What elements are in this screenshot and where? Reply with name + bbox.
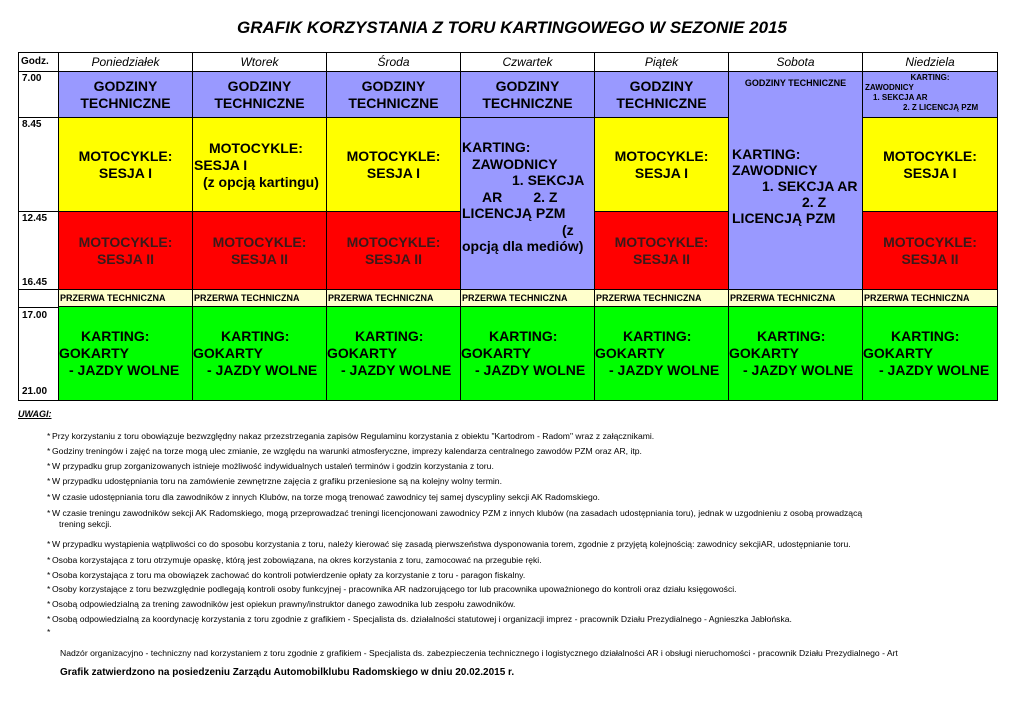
karting-line: - JAZDY WOLNE [475, 362, 586, 378]
karting-line: - JAZDY WOLNE [207, 362, 318, 378]
karting-line: KARTING: [623, 328, 692, 344]
saturday-karting-text [732, 146, 857, 226]
page-title: GRAFIK KORZYSTANIA Z TORU KARTINGOWEGO W SEZONIE 2015 [236, 18, 788, 37]
header-thursday: Czwartek [461, 53, 595, 72]
karting-line: KARTING: [489, 328, 558, 344]
cell-sunday-moto-sesja2 [863, 212, 997, 290]
cell-monday-moto-sesja2 [59, 212, 193, 290]
karting-line: 2. Z [802, 194, 827, 210]
tech-line: TECHNICZNE [80, 94, 171, 111]
time-divider [19, 117, 59, 118]
cell-tuesday-moto-sesja1 [193, 118, 327, 212]
time-2100: 21.00 [22, 386, 48, 397]
karting-line: KARTING: [355, 328, 424, 344]
cell-wednesday-break: PRZERWA TECHNICZNA [327, 290, 461, 307]
cell-saturday-karting-free [729, 307, 863, 400]
karting-line: - JAZDY WOLNE [69, 362, 180, 378]
karting-line: ZAWODNICY [732, 162, 818, 178]
time-divider [19, 307, 59, 308]
moto-line: SESJA I [903, 164, 957, 181]
cell-friday-karting-free [595, 307, 729, 400]
moto-line: MOTOCYKLE: [883, 147, 977, 164]
note-text: W czasie udostępniania toru dla zawodników z innych Klubów, na torze mogą trenować zawodnicy tej samej dyscypliny sekcji AK Radomskiego. [52, 492, 600, 502]
sunday-line: ZAWODNICY [865, 83, 914, 92]
time-1700: 17.00 [22, 310, 48, 321]
sunday-line: 2. Z LICENCJĄ PZM [903, 103, 979, 112]
cell-tuesday-technical [193, 72, 327, 118]
time-845: 8.45 [22, 119, 42, 130]
tech-line: GODZINY [227, 77, 292, 94]
cell-friday-moto-sesja2 [595, 212, 729, 290]
header-wednesday: Środa [327, 53, 461, 72]
moto-line: SESJA I [634, 164, 689, 181]
moto-line: (z opcją kartingu) [203, 174, 319, 190]
note-text: Osoba korzystająca z toru ma obowiązek zachować do kontroli potwierdzenie opłaty za korzystanie z toru - paragon fiskalny. [52, 570, 526, 580]
moto-line: MOTOCYKLE: [614, 233, 709, 250]
karting-line: - JAZDY WOLNE [341, 362, 452, 378]
cell-sunday-break: PRZERWA TECHNICZNA [863, 290, 997, 307]
moto-line: SESJA II [632, 250, 691, 267]
karting-line: KARTING: [81, 328, 150, 344]
cell-friday-technical [595, 72, 729, 118]
cell-thursday-break: PRZERWA TECHNICZNA [461, 290, 595, 307]
schedule-table [18, 52, 998, 401]
tech-line: TECHNICZNE [482, 94, 573, 111]
cell-tuesday-break: PRZERWA TECHNICZNA [193, 290, 327, 307]
note-item: * Osoba korzystająca z toru otrzymuje opaskę, którą jest zobowiązana, na okres korzystania z toru, zamocować na przegubie ręki. [47, 555, 542, 565]
cell-thursday-karting [461, 118, 595, 290]
time-divider [19, 211, 59, 212]
uwagi-heading: UWAGI: [18, 409, 52, 419]
moto-line: MOTOCYKLE: [883, 233, 977, 250]
karting-line: - JAZDY WOLNE [609, 362, 720, 378]
note-text: Godziny treningów i zajęć na torze mogą ulec zmianie, ze względu na warunki atmosferyczne, imprezy kalendarza centralnego zawodów PZM oraz AR, itp. [52, 446, 642, 456]
sunday-line: KARTING: [910, 73, 950, 82]
note-item: * W czasie udostępniania toru dla zawodników z innych Klubów, na torze mogą trenować zawodnicy tej samej dyscypliny sekcji AK Radomskiego. [47, 492, 600, 502]
karting-line: - JAZDY WOLNE [879, 362, 990, 378]
karting-line: KARTING: [221, 328, 290, 344]
note-item: * W przypadku udostępniania toru na zamówienie zewnętrzne zajęcia z grafiku przeniesione są na kolejny wolny termin. [47, 476, 502, 486]
moto-line: MOTOCYKLE: [614, 147, 709, 164]
cell-monday-break: PRZERWA TECHNICZNA [59, 290, 193, 307]
cell-saturday-karting [729, 72, 863, 290]
note-text: W przypadku udostępniania toru na zamówienie zewnętrzne zajęcia z grafiku przeniesione są na kolejny wolny termin. [52, 476, 502, 486]
cell-sunday-moto-sesja1 [863, 118, 997, 212]
note-text: W przypadku wystąpienia wątpliwości co do sposobu korzystania z toru, należy kierować się zasadą pierwszeństwa dysponowania torem, zgodnie z przyjętą kolejnością: zawodnicy sekcjiAR, udostępnianie toru. [52, 539, 851, 549]
karting-line: KARTING: [462, 139, 531, 155]
time-1245: 12.45 [22, 213, 48, 224]
footer-supervision: Nadzór organizacyjno - techniczny nad korzystaniem z toru zgodnie z grafikiem - Specjalista ds. zabezpieczenia technicznego i logistycznego działalności AR i obsługi nieruchomości - pracownik Działu Prezydialnego - Art [60, 648, 898, 658]
cell-friday-moto-sesja1 [595, 118, 729, 212]
karting-line: GOKARTY [327, 345, 397, 361]
cell-wednesday-moto-sesja1 [327, 118, 461, 212]
header-godz: Godz. [19, 53, 59, 72]
note-item: * Godziny treningów i zajęć na torze mogą ulec zmianie, ze względu na warunki atmosferyczne, imprezy kalendarza centralnego zawodów PZM oraz AR, itp. [47, 446, 642, 456]
header-tuesday: Wtorek [193, 53, 327, 72]
karting-line: KARTING: [757, 328, 826, 344]
note-text: Osobą odpowiedzialną za koordynację korzystania z toru zgodnie z grafikiem - Specjalista ds. działalności statutowej i organizacji imprez - pracownik Działu Prezydialnego - Agnieszka Jabłońska. [52, 614, 792, 624]
moto-line: SESJA II [364, 250, 423, 267]
time-700: 7.00 [22, 73, 42, 84]
moto-line: SESJA II [96, 250, 155, 267]
note-item: * W przypadku grup zorganizowanych istnieje możliwość indywidualnych ustaleń terminów i godzin korzystania z toru. [47, 461, 494, 471]
karting-line: KARTING: [891, 328, 960, 344]
karting-line: GOKARTY [863, 345, 933, 361]
cell-monday-karting-free [59, 307, 193, 400]
karting-line: ZAWODNICY [472, 155, 558, 172]
note-item: * W przypadku wystąpienia wątpliwości co do sposobu korzystania z toru, należy kierować się zasadą pierwszeństwa dysponowania torem, zgodnie z przyjętą kolejnością: zawodnicy sekcjiAR, udostępnianie toru. [47, 539, 851, 549]
tech-line: TECHNICZNE [348, 94, 439, 111]
note-item: * W czasie treningu zawodników sekcji AK Radomskiego, mogą przeprowadzać treningi licencjonowani zawodnicy PZM z innych klubów (na zasadach udostępniania toru), jednak w uzgodnieniu z osobą prowadzącą [47, 508, 863, 518]
sunday-line: 1. SEKCJA AR [873, 93, 928, 102]
note-item: * Osobą odpowiedzialną za koordynację korzystania z toru zgodnie z grafikiem - Specjalista ds. działalności statutowej i organizacji imprez - pracownik Działu Prezydialnego - Agnieszka Jabłońska. [47, 614, 792, 624]
footer-approved: Grafik zatwierdzono na posiedzeniu Zarządu Automobilklubu Radomskiego w dniu 20.02.2015 r. [60, 667, 515, 678]
tech-line: GODZINY [629, 77, 694, 94]
tech-line: GODZINY [495, 77, 560, 94]
note-text: W przypadku grup zorganizowanych istnieje możliwość indywidualnych ustaleń terminów i godzin korzystania z toru. [52, 461, 494, 471]
karting-line: (z [562, 221, 574, 238]
cell-wednesday-karting-free [327, 307, 461, 400]
karting-line: - JAZDY WOLNE [743, 362, 854, 378]
saturday-technical: GODZINY TECHNICZNE [744, 78, 847, 88]
karting-line: GOKARTY [595, 345, 665, 361]
note-item: * Osoby korzystające z toru bezwzględnie podlegają kontroli osoby funkcyjnej - pracownika AR nadzorującego tor lub pracownika upoważnionego do kontroli oraz działu księgowości. [47, 584, 737, 594]
karting-line: LICENCJĄ PZM [462, 205, 566, 221]
moto-line: MOTOCYKLE: [78, 233, 173, 250]
cell-sunday-karting-free [863, 307, 997, 400]
note-text: Osoba korzystająca z toru otrzymuje opaskę, którą jest zobowiązana, na okres korzystania z toru, zamocować na przegubie ręki. [52, 555, 542, 565]
note-text: Osobą odpowiedzialną za trening zawodników jest opiekun prawny/instruktor danego zawodnika lub zespołu zawodników. [52, 599, 516, 609]
moto-line: MOTOCYKLE: [212, 233, 307, 250]
moto-line: SESJA II [901, 250, 959, 267]
tech-line: GODZINY [93, 77, 158, 94]
tech-line: TECHNICZNE [616, 94, 707, 111]
time-divider [19, 289, 59, 290]
time-1645: 16.45 [22, 277, 48, 288]
cell-thursday-karting-free [461, 307, 595, 400]
tech-line: TECHNICZNE [214, 94, 305, 111]
header-friday: Piątek [595, 53, 729, 72]
karting-line: AR 2. Z [482, 188, 558, 205]
thursday-karting-text [462, 139, 594, 255]
karting-line: 1. SEKCJA [512, 172, 585, 188]
karting-line: GOKARTY [461, 345, 531, 361]
note-item: * Osoba korzystająca z toru ma obowiązek zachować do kontroli potwierdzenie opłaty za korzystanie z toru - paragon fiskalny. [47, 570, 526, 580]
karting-line: GOKARTY [59, 345, 129, 361]
header-sunday: Niedziela [863, 53, 997, 72]
note-item-continued: trening sekcji. [59, 519, 112, 529]
karting-line: 1. SEKCJA AR [762, 178, 858, 194]
note-item: * Osobą odpowiedzialną za trening zawodników jest opiekun prawny/instruktor danego zawodnika lub zespołu zawodników. [47, 599, 516, 609]
cell-wednesday-moto-sesja2 [327, 212, 461, 290]
moto-line: MOTOCYKLE: [346, 233, 441, 250]
moto-line: SESJA I [194, 157, 248, 173]
cell-saturday-break: PRZERWA TECHNICZNA [729, 290, 863, 307]
note-text: W czasie treningu zawodników sekcji AK Radomskiego, mogą przeprowadzać treningi licencjonowani zawodnicy PZM z innych klubów (na zasadach udostępniania toru), jednak w uzgodnieniu z osobą prowadzącą [52, 508, 863, 518]
moto-line: SESJA I [98, 164, 153, 181]
cell-sunday-karting-top [863, 72, 997, 118]
moto-line: MOTOCYKLE: [78, 147, 173, 164]
moto-line: MOTOCYKLE: [209, 140, 303, 156]
karting-line: opcją dla mediów) [462, 238, 584, 254]
note-item: * Przy korzystaniu z toru obowiązuje bezwzględny nakaz przezstrzegania zapisów Regulaminu korzystania z obiektu "Kartodrom - Radom" wraz z załącznikami. [47, 431, 655, 441]
note-text: Osoby korzystające z toru bezwzględnie podlegają kontroli osoby funkcyjnej - pracownika AR nadzorującego tor lub pracownika upoważnionego do kontroli oraz działu księgowości. [52, 584, 737, 594]
note-text: Przy korzystaniu z toru obowiązuje bezwzględny nakaz przezstrzegania zapisów Regulaminu korzystania z obiektu "Kartodrom - Radom" wraz z załącznikami. [52, 431, 655, 441]
moto-line: SESJA II [230, 250, 289, 267]
moto-line: SESJA I [366, 164, 421, 181]
cell-tuesday-karting-free [193, 307, 327, 400]
karting-line: KARTING: [732, 146, 801, 162]
cell-monday-moto-sesja1 [59, 118, 193, 212]
header-monday: Poniedziałek [59, 53, 193, 72]
cell-thursday-technical [461, 72, 595, 118]
header-saturday: Sobota [729, 53, 863, 72]
moto-line: MOTOCYKLE: [346, 147, 441, 164]
karting-line: GOKARTY [193, 345, 263, 361]
cell-monday-technical [59, 72, 193, 118]
tech-line: GODZINY [361, 77, 426, 94]
karting-line: GOKARTY [729, 345, 799, 361]
karting-line: LICENCJĄ PZM [732, 210, 836, 226]
notes-section: UWAGI: * Przy korzystaniu z toru obowiązuje bezwzględny nakaz przezstrzegania zapisów Regulaminu korzystania z obiektu "Kartodrom - Radom" wraz z załącznikami. * Godziny treningów i zajęć na torze mogą ulec zmianie, ze względu na warunki atmosferyczne, imprezy kalendarza centralnego zawodów PZM oraz AR, itp. * W przypadku grup zorganizowanych istnieje możliwość indywidualnych ustaleń terminów i godzin korzystania z toru. * W przypadku udostępniania toru na zamówienie zewnętrzne zajęcia z grafiku przeniesione są na kolejny wolny termin. * W czasie udostępniania toru dla zawodników z innych Klubów, na torze mogą trenować zawodnicy tej samej dyscypliny sekcji AK Radomskiego. * W czasie treningu zawodników sekcji AK Radomskiego, mogą przeprowadzać treningi licencjonowani zawodnicy PZM z innych klubów (na zasadach udostępniania toru), jednak w uzgodnieniu z osobą prowadzącą trening sekcji. * W przypadku wystąpienia wątpliwości co do sposobu korzystania z toru, należy kierować się zasadą pierwszeństwa dysponowania torem, zgodnie z przyjętą kolejnością: zawodnicy sekcjiAR, udostępnianie toru. * Osoba korzystająca z toru otrzymuje opaskę, którą jest zobowiązana, na okres korzystania z toru, zamocować na przegubie ręki. * Osoba korzystająca z toru ma obowiązek zachować do kontroli potwierdzenie opłaty za korzystanie z toru - paragon fiskalny. * Osoby korzystające z toru bezwzględnie podlegają kontroli osoby funkcyjnej - pracownika AR nadzorującego tor lub pracownika upoważnionego do kontroli oraz działu księgowości. * Osobą odpowiedzialną za trening zawodników jest opiekun prawny/instruktor danego zawodnika lub zespołu zawodników. * Osobą odpowiedzialną za koordynację korzystania z toru zgodnie z grafikiem - Specjalista ds. działalności statutowej i organizacji imprez - pracownik Działu Prezydialnego - Agnieszka Jabłońska. * Nadzór organizacyjno - techniczny nad korzystaniem z toru zgodnie z grafikiem - Specjalista ds. zabezpieczenia technicznego i logistycznego działalności AR i obsługi nieruchomości - pracownik Działu Prezydialnego - Art Grafik zatwierdzono na posiedzeniu Zarządu Automobilklubu Radomskiego w dniu 20.02.2015 r. [18, 409, 1008, 419]
cell-friday-break: PRZERWA TECHNICZNA [595, 290, 729, 307]
cell-tuesday-moto-sesja2 [193, 212, 327, 290]
cell-wednesday-technical [327, 72, 461, 118]
